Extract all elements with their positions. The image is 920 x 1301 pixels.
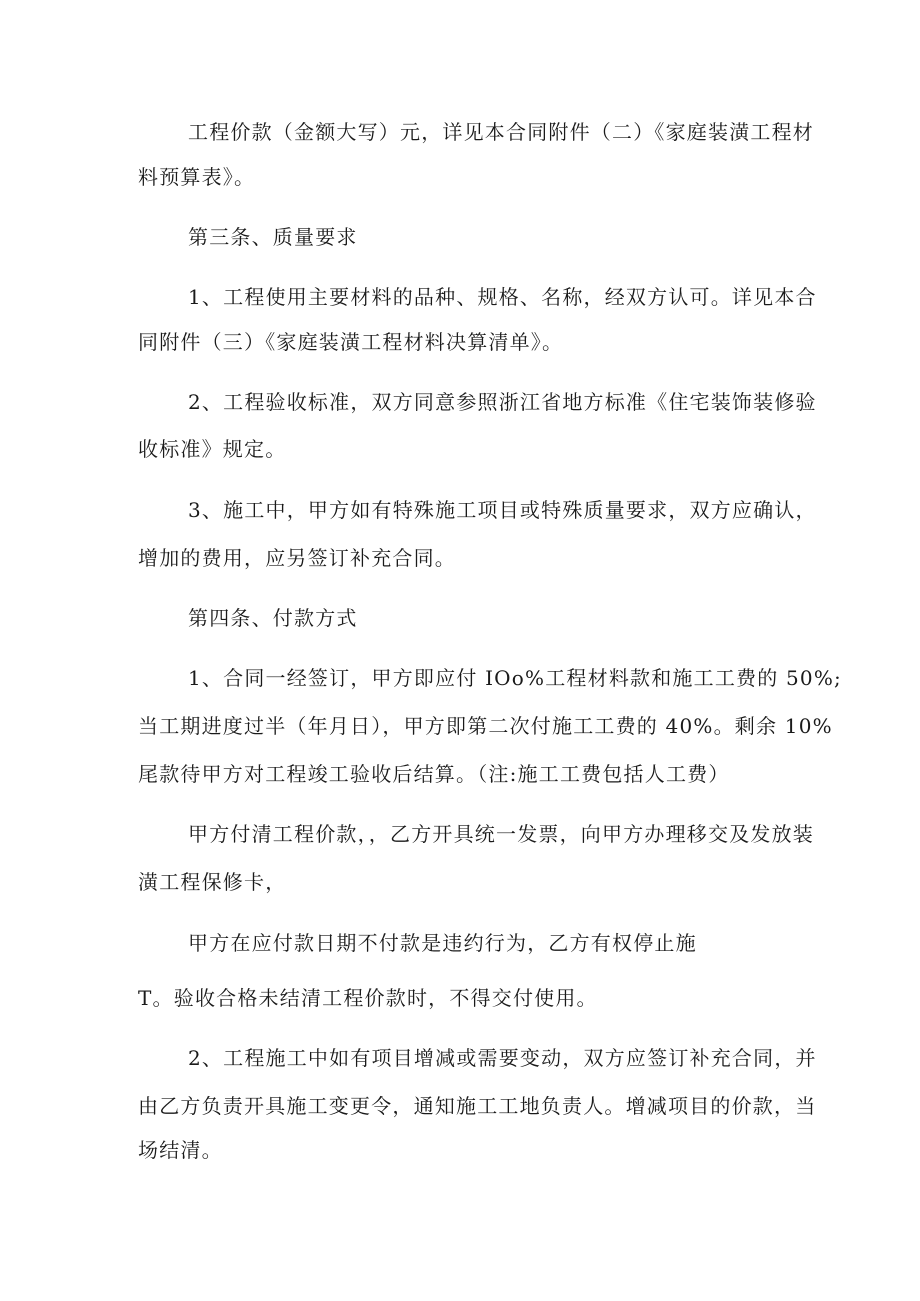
paragraph-line: 3、施工中，甲方如有特殊施工项目或特殊质量要求，双方应确认，	[188, 498, 817, 522]
paragraph-line: 场结清。	[138, 1138, 223, 1162]
paragraph-line: 1、工程使用主要材料的品种、规格、名称，经双方认可。详见本合	[188, 285, 817, 309]
paragraph-line: 尾款待甲方对工程竣工验收后结算。（注:施工工费包括人工费）	[138, 762, 730, 786]
section-heading: 第四条、付款方式	[188, 606, 358, 630]
paragraph-line: 同附件（三）《家庭装潢工程材料决算清单》。	[138, 330, 564, 354]
section-heading: 第三条、质量要求	[188, 225, 358, 249]
paragraph-line: 工程价款（金额大写）元，详见本合同附件（二）《家庭装潢工程材	[188, 120, 814, 144]
paragraph-line: 2、工程施工中如有项目增减或需要变动，双方应签订补充合同，并	[188, 1046, 817, 1070]
paragraph-line: 1、合同一经签订，甲方即应付 IOo%工程材料款和施工工费的 50%;	[188, 666, 842, 690]
paragraph-line: 甲方付清工程价款，，乙方开具统一发票，向甲方办理移交及发放装	[188, 822, 814, 846]
paragraph-line: 潢工程保修卡，	[138, 870, 287, 894]
paragraph-line: 增加的费用，应另签订补充合同。	[138, 546, 456, 570]
paragraph-line: 由乙方负责开具施工变更令，通知施工工地负责人。增减项目的价款，当	[138, 1094, 817, 1118]
paragraph-line: 料预算表》。	[138, 165, 256, 189]
paragraph-line: T。验收合格未结清工程价款时，不得交付使用。	[138, 986, 598, 1010]
paragraph-line: 甲方在应付款日期不付款是违约行为，乙方有权停止施	[188, 931, 697, 955]
paragraph-line: 2、工程验收标准，双方同意参照浙江省地方标准《住宅装饰装修验	[188, 390, 817, 414]
paragraph-line: 当工期进度过半（年月日），甲方即第二次付施工工费的 40%。剩余 10%	[138, 714, 833, 738]
paragraph-line: 收标准》规定。	[138, 437, 287, 461]
